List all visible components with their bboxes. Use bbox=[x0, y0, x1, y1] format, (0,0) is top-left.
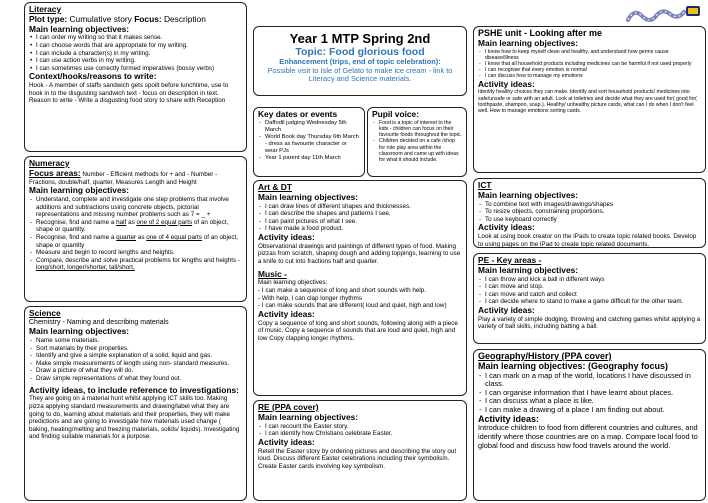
ict-objectives-list bbox=[478, 201, 701, 224]
list-item: - I can discuss what a place is like. bbox=[478, 397, 701, 406]
list-item: - I can identify how Christians celebrate Easter. bbox=[258, 430, 462, 438]
list-item: • I can order my writing so that it makes sense. bbox=[29, 34, 242, 42]
music-activity-text: Copy a sequence of long and short sounds, following along with a piece of music. Copy a sequence of sounds that are loud and quiet, high and low Copy clapping longer rhythms. bbox=[258, 319, 458, 342]
re-heading: RE (PPA cover) bbox=[258, 402, 319, 412]
science-objectives-list bbox=[29, 337, 242, 383]
art-dt-activity-text: Observational drawings and paintings of different types of food. Making pizzas from scratch, shaping dough and adding toppings, learning to use a knife to cut into fractions half and quarter. bbox=[258, 242, 461, 265]
list-item: - Food is a topic of interest to the kids - children can focus on their favourite foods throughout the topic. bbox=[372, 120, 462, 139]
list-item: - To use keyboard correctly bbox=[478, 216, 701, 224]
list-item: - I can move and catch and collect bbox=[478, 291, 701, 299]
list-item: - I can paint pictures of what I see. bbox=[258, 218, 462, 226]
list-item: - Name some materials. bbox=[29, 337, 242, 345]
pshe-objectives-heading: Main learning objectives: bbox=[478, 37, 579, 48]
list-item: - Draw a picture of what they will do. bbox=[29, 367, 242, 375]
geography-heading: Geography/History (PPA cover) bbox=[478, 351, 612, 361]
numeracy-objectives-list bbox=[29, 196, 242, 272]
key-dates-list bbox=[258, 120, 360, 162]
art-dt-panel bbox=[253, 180, 467, 396]
list-item: - I can draw lines of different shapes and thicknesses. bbox=[258, 203, 462, 211]
ict-panel bbox=[473, 178, 706, 248]
music-objectives-label: Main learning objectives: bbox=[258, 279, 328, 287]
music-line: - I can make sounds that are different( loud and quiet, high and low) bbox=[258, 302, 447, 310]
numeracy-panel bbox=[24, 156, 247, 302]
pshe-heading: PSHE unit - Looking after me bbox=[478, 28, 603, 38]
art-dt-objectives-heading: Main learning objectives: bbox=[258, 191, 359, 202]
pe-activity-heading: Activity ideas: bbox=[478, 304, 535, 315]
numeracy-heading: Numeracy bbox=[29, 158, 70, 168]
list-item: - I can recognise that every emotion is normal bbox=[478, 67, 701, 73]
science-objectives-heading: Main learning objectives: bbox=[29, 326, 130, 337]
pupil-voice-list bbox=[372, 120, 462, 163]
pe-heading: PE - Key areas - bbox=[478, 255, 542, 265]
page-title: Year 1 MTP Spring 2nd bbox=[289, 31, 431, 46]
list-item: - Identify and give a simple explanation of a solid, liquid and gas. bbox=[29, 352, 242, 360]
numeracy-objectives-heading: Main learning objectives: bbox=[29, 185, 130, 196]
pe-objectives-heading: Main learning objectives: bbox=[478, 264, 579, 275]
list-item: • I can use action verbs in my writing. bbox=[29, 57, 242, 65]
re-panel bbox=[253, 400, 467, 501]
pe-panel bbox=[473, 253, 706, 344]
list-item: - Make simple measurements of length using non- standard measures. bbox=[29, 360, 242, 368]
re-activity-heading: Activity ideas: bbox=[258, 436, 315, 447]
pshe-panel bbox=[473, 26, 706, 173]
key-dates-panel bbox=[253, 107, 365, 177]
list-item: - I can decide where to stand to make a game difficult for the other team. bbox=[478, 298, 701, 306]
list-item: - I have made a food product. bbox=[258, 225, 462, 233]
list-item: - Draw simple representations of what they found out. bbox=[29, 375, 242, 383]
geography-objectives-heading: Main learning objectives: (Geography focus) bbox=[478, 360, 669, 371]
list-item: - Sort materials by their properties. bbox=[29, 345, 242, 353]
pe-activity-text: Play a variety of simple dodging, throwing and catching games whilst applying a variety of ball skills, including batting a ball. bbox=[478, 315, 701, 331]
list-item: - Compare, describe and solve practical problems for lengths and heights - long/short, longer/shorter, tall/short, bbox=[29, 257, 242, 272]
list-item: • I can sometimes use correctly formed imperatives (bossy verbs) bbox=[29, 65, 242, 73]
list-item: • I can choose words that are appropriate for my writing. bbox=[29, 42, 242, 50]
pupil-voice-panel bbox=[367, 107, 467, 177]
numeracy-focus: Focus areas: Number - Efficient methods for + and - Number - Fractions, double/half, quarter, Measures Length and Height bbox=[29, 167, 218, 186]
list-item: - Daffodil judging Wednesday 5th March bbox=[258, 120, 360, 134]
geography-panel bbox=[473, 349, 706, 501]
music-heading: Music - bbox=[258, 268, 287, 279]
literacy-panel bbox=[24, 2, 247, 152]
ict-activity-text: Look at using book creator on the iPads to create topic related books. Develop to using pages on the iPad to create topic related documents. bbox=[478, 233, 697, 248]
geography-objectives-list bbox=[478, 372, 701, 415]
list-item: - Understand, complete and investigate one step problems that involve additions and subtractions using concrete objects, pictorial representations and missing number problems such as 7 = _ + bbox=[29, 196, 242, 219]
snake-icon bbox=[624, 2, 704, 28]
ict-heading: ICT bbox=[478, 180, 492, 190]
ict-activity-heading: Activity ideas: bbox=[478, 222, 535, 233]
science-heading: Science bbox=[29, 308, 61, 318]
geography-activity-heading: Activity ideas: bbox=[478, 413, 540, 424]
music-line: - With help, I can clap longer rhythms bbox=[258, 294, 362, 302]
science-subtitle: Chemistry - Naming and describing materials bbox=[29, 318, 169, 326]
literacy-plot-line: Plot type: Cumulative story Focus: Description bbox=[29, 13, 206, 24]
music-activity-heading: Activity ideas: bbox=[258, 308, 315, 319]
list-item: - I can organise information that I have learnt about places. bbox=[478, 389, 701, 398]
list-item: - Year 1 parent day 11th March bbox=[258, 155, 360, 162]
literacy-objectives-list bbox=[29, 34, 242, 72]
pe-objectives-list bbox=[478, 276, 701, 306]
list-item: - I can make a drawing of a place I am finding out about. bbox=[478, 406, 701, 415]
list-item: - Measure and begin to record lengths and heights. bbox=[29, 249, 242, 257]
list-item: - I can throw and kick a ball in different ways bbox=[478, 276, 701, 284]
list-item: - I know how to keep myself clean and healthy, and understand how germs cause disease/illness bbox=[478, 49, 701, 61]
geography-activity-text: Introduce children to food from different countries and cultures, and identify where those countries are on a map. Compare local food to global food and discuss how food travels around the world. bbox=[478, 423, 698, 450]
science-activity-text: They are going on a material hunt whilst applying ICT skills too. Making pizza applying standard measurements and drawing/label what they are going to do, learning about materials and their properties, they will make predictions and are going to investigate how materials used change ( baking, heating/melting and freezing materials, solids/ liquids). Investigating and finding suitable materials for a purpose. bbox=[29, 395, 240, 441]
list-item: - To combine text with images/drawings/shapes bbox=[478, 201, 701, 209]
list-item: - I can move and stop. bbox=[478, 283, 701, 291]
art-dt-objectives-list bbox=[258, 203, 462, 233]
topic-title: Topic: Food glorious food bbox=[295, 46, 425, 58]
art-dt-heading: Art & DT bbox=[258, 182, 292, 192]
list-item: • I can include a character(s) in my writing. bbox=[29, 50, 242, 58]
enhancement-text: Possible visit to Isle of Gelato to make ice cream - link to Literacy and Science materials. bbox=[267, 65, 453, 84]
list-item: - To resize objects, constraining proportions. bbox=[478, 208, 701, 216]
title-panel bbox=[253, 26, 467, 96]
list-item: - Recognise, find and name a quarter as one of 4 equal parts of an object, shape or quantity bbox=[29, 234, 242, 249]
literacy-context-heading: Context/hooks/reasons to write: bbox=[29, 71, 157, 82]
literacy-heading: Literacy bbox=[29, 4, 62, 14]
pshe-activity-text: Identify healthy choices they can make. Identify and sort household products/ medicines into safe/unsafe or safe with an adult. Look at toiletries and decide what they are used for( good for( toothpaste, shampoo, soap.). Healthy/ unhealthy picture cards, what can I do when I don't feel well. How to manage emotions sorting cards. bbox=[478, 89, 697, 115]
enhancement-label: Enhancement (trips, end of topic celebration): bbox=[279, 57, 441, 66]
list-item: - I can describe the shapes and patterns I see. bbox=[258, 210, 462, 218]
list-item: - I can recount the Easter story. bbox=[258, 423, 462, 431]
re-activity-text: Retell the Easter story by ordering pictures and describing the story out loud. Discuss different Easter celebrations including their symbolism. Create Easter cards involving key symbolism. bbox=[258, 447, 457, 470]
literacy-context-text: Hook - A member of staffs sandwich gets spoilt before lunchtime, use to hook in to the disgusting sandwich text - focus on description in text. Reason to write - Write a disgusting food story to share with Reception bbox=[29, 82, 229, 105]
pshe-objectives-list bbox=[478, 49, 701, 80]
pshe-activity-heading: Activity ideas: bbox=[478, 78, 535, 89]
science-activity-heading: Activity ideas, to include reference to investigations: bbox=[29, 384, 239, 395]
list-item: - World Book day Thursday 6th March - dress as favourite character or wear PJs bbox=[258, 134, 360, 155]
re-objectives-heading: Main learning objectives: bbox=[258, 411, 359, 422]
list-item: - Children decided on a cafe /shop for role play area within the classroom and came up with ideas for what it should include. bbox=[372, 138, 462, 163]
re-objectives-list bbox=[258, 423, 462, 438]
pupil-voice-heading: Pupil voice: bbox=[372, 109, 420, 119]
list-item: - I can mark on a map of the world, locations I have discussed in class. bbox=[478, 372, 701, 389]
literacy-objectives-heading: Main learning objectives: bbox=[29, 23, 130, 34]
science-panel bbox=[24, 306, 247, 501]
key-dates-heading: Key dates or events bbox=[258, 109, 338, 119]
list-item: - I know that all household products including medicines can be harmful if not used properly bbox=[478, 61, 701, 67]
music-line: - I can make a sequence of long and short sounds with help. bbox=[258, 286, 427, 294]
art-dt-activity-heading: Activity ideas: bbox=[258, 231, 315, 242]
ict-objectives-heading: Main learning objectives: bbox=[478, 189, 579, 200]
list-item: - Recognise, find and name a half as one of 2 equal parts of an object, shape or quantity. bbox=[29, 219, 242, 234]
list-item: - I can discuss how to manage my emotions bbox=[478, 73, 701, 79]
